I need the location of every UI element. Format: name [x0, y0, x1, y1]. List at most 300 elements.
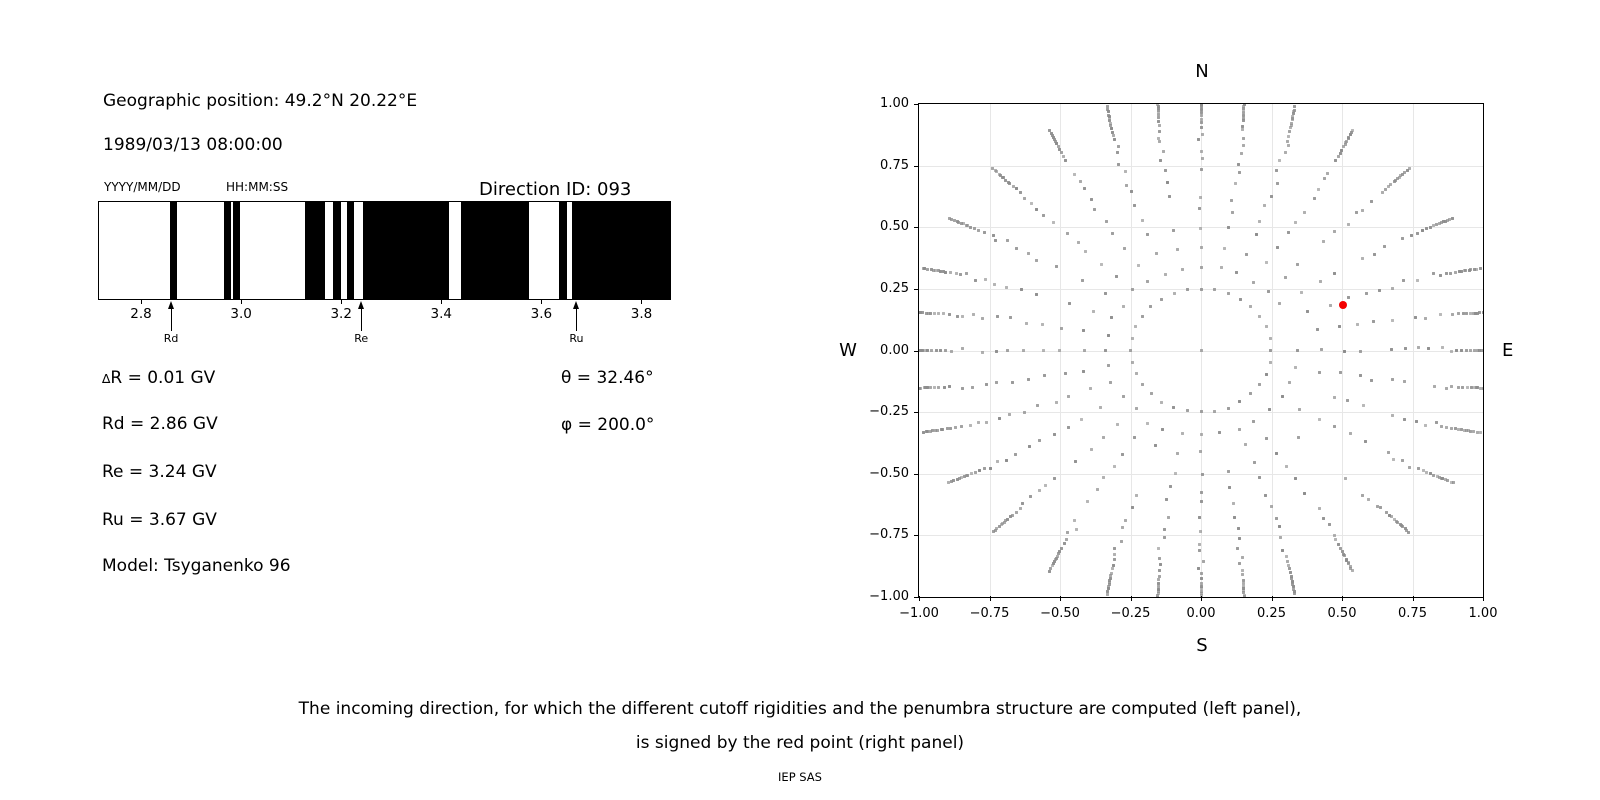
direction-grid-dot — [1141, 383, 1144, 386]
direction-grid-dot — [1106, 105, 1109, 108]
direction-grid-dot — [1333, 396, 1336, 399]
direction-grid-dot — [1035, 259, 1038, 262]
direction-grid-dot — [1236, 547, 1239, 550]
direction-grid-dot — [1007, 181, 1010, 184]
direction-grid-dot — [1199, 196, 1202, 199]
direction-grid-dot — [1432, 272, 1435, 275]
direction-grid-dot — [1159, 159, 1162, 162]
direction-grid-dot — [1278, 525, 1281, 528]
direction-grid-dot — [1241, 573, 1244, 576]
direction-grid-dot — [1015, 187, 1018, 190]
direction-grid-dot — [1006, 239, 1009, 242]
direction-grid-dot — [1416, 279, 1419, 282]
direction-grid-dot — [1270, 195, 1273, 198]
direction-grid-dot — [1083, 349, 1086, 352]
direction-grid-dot — [1073, 173, 1076, 176]
direction-grid-dot — [1345, 140, 1348, 143]
direction-grid-dot — [1424, 317, 1427, 320]
y-axis-tick — [914, 227, 919, 228]
direction-grid-dot — [1440, 425, 1443, 428]
direction-grid-dot — [1402, 279, 1405, 282]
direction-grid-dot — [1478, 311, 1481, 314]
delta-symbol: ∆ — [102, 371, 111, 386]
direction-grid-dot — [1060, 327, 1063, 330]
direction-grid-dot — [1275, 169, 1278, 172]
direction-grid-dot — [1351, 569, 1354, 572]
direction-grid-dot — [1133, 204, 1136, 207]
direction-grid-dot — [1057, 145, 1060, 148]
direction-grid-dot — [1472, 430, 1475, 433]
direction-grid-dot — [1313, 197, 1316, 200]
direction-grid-dot — [1347, 136, 1350, 139]
direction-grid-dot — [1172, 406, 1175, 409]
penumbra-forbidden-band — [347, 202, 354, 299]
direction-grid-dot — [1200, 266, 1203, 269]
direction-grid-dot — [1201, 133, 1204, 136]
direction-grid-dot — [1333, 534, 1336, 537]
direction-grid-dot — [926, 268, 929, 271]
direction-grid-dot — [1067, 395, 1070, 398]
direction-grid-dot — [1339, 152, 1342, 155]
caption-line-2: is signed by the red point (right panel) — [635, 733, 965, 753]
direction-grid-dot — [1285, 465, 1288, 468]
axis-tick — [341, 300, 342, 304]
direction-grid-dot — [1383, 245, 1386, 248]
direction-grid-dot — [1445, 387, 1448, 390]
direction-grid-dot — [998, 525, 1001, 528]
direction-grid-dot — [1113, 558, 1116, 561]
direction-grid-dot — [1361, 209, 1364, 212]
y-axis-tick-label: 0.50 — [880, 219, 909, 235]
direction-grid-dot — [1117, 163, 1120, 166]
direction-grid-dot — [1157, 113, 1160, 116]
direction-grid-dot — [1157, 578, 1160, 581]
direction-grid-dot — [1289, 571, 1292, 574]
direction-grid-dot — [974, 471, 977, 474]
direction-grid-dot — [1063, 542, 1066, 545]
direction-grid-dot — [1200, 118, 1203, 121]
direction-grid-dot — [1200, 349, 1203, 352]
direction-grid-dot — [1157, 120, 1160, 123]
direction-grid-dot — [1081, 279, 1084, 282]
direction-grid-dot — [1294, 221, 1297, 224]
direction-grid-dot — [1021, 502, 1024, 505]
direction-grid-dot — [1120, 540, 1123, 543]
direction-grid-dot — [1249, 305, 1252, 308]
direction-grid-dot — [1281, 395, 1284, 398]
axis-tick-label: 3.2 — [330, 306, 352, 322]
direction-grid-dot — [1135, 372, 1138, 375]
direction-grid-dot — [924, 349, 927, 352]
direction-grid-dot — [971, 386, 974, 389]
direction-grid-dot — [1258, 383, 1261, 386]
direction-grid-dot — [1242, 144, 1245, 147]
direction-grid-dot — [1439, 313, 1442, 316]
direction-grid-dot — [1296, 263, 1299, 266]
x-axis-tick — [1272, 596, 1273, 601]
compass-west-label: W — [839, 340, 857, 361]
direction-grid-dot — [1235, 271, 1238, 274]
direction-grid-dot — [1284, 151, 1287, 154]
direction-grid-dot — [1035, 293, 1038, 296]
direction-grid-dot — [1322, 517, 1325, 520]
y-axis-tick — [914, 166, 919, 167]
direction-grid-dot — [934, 429, 937, 432]
direction-grid-dot — [1160, 298, 1163, 301]
direction-grid-dot — [1131, 288, 1134, 291]
direction-grid-dot — [933, 312, 936, 315]
direction-grid-dot — [942, 312, 945, 315]
penumbra-forbidden-band — [559, 202, 567, 299]
direction-grid-dot — [1359, 374, 1362, 377]
direction-grid-dot — [1451, 313, 1454, 316]
direction-grid-dot — [1227, 470, 1230, 473]
direction-grid-dot — [1006, 349, 1009, 352]
direction-grid-dot — [1269, 337, 1272, 340]
direction-grid-dot — [1113, 138, 1116, 141]
direction-grid-dot — [995, 350, 998, 353]
direction-grid-dot — [1243, 595, 1246, 597]
direction-id-label: Direction ID: 093 — [479, 179, 632, 200]
direction-grid-dot — [1414, 316, 1417, 319]
direction-grid-dot — [1320, 348, 1323, 351]
x-axis-tick-label: −1.00 — [899, 606, 939, 621]
direction-grid-dot — [1389, 183, 1392, 186]
direction-grid-dot — [1158, 124, 1161, 127]
direction-grid-dot — [994, 169, 997, 172]
direction-grid-dot — [929, 386, 932, 389]
direction-grid-dot — [1228, 486, 1231, 489]
direction-grid-dot — [1079, 180, 1082, 183]
direction-grid-dot — [948, 313, 951, 316]
direction-grid-dot — [1200, 111, 1203, 114]
direction-grid-dot — [1053, 433, 1056, 436]
direction-grid-dot — [1121, 526, 1124, 529]
direction-grid-dot — [1092, 310, 1095, 313]
direction-grid-dot — [1055, 401, 1058, 404]
direction-grid-dot — [1028, 445, 1031, 448]
direction-grid-dot — [1265, 373, 1268, 376]
direction-grid-dot — [1391, 378, 1394, 381]
direction-grid-dot — [1249, 392, 1252, 395]
direction-grid-dot — [1285, 555, 1288, 558]
direction-grid-dot — [989, 467, 992, 470]
direction-grid-dot — [1452, 481, 1455, 484]
direction-grid-dot — [969, 226, 972, 229]
y-axis-tick-label: −0.75 — [869, 527, 909, 543]
direction-grid-dot — [1361, 494, 1364, 497]
direction-grid-dot — [1116, 151, 1119, 154]
direction-grid-dot — [1482, 387, 1483, 390]
penumbra-forbidden-band — [233, 202, 240, 299]
direction-grid-dot — [1252, 281, 1255, 284]
direction-grid-dot — [1290, 122, 1293, 125]
direction-grid-dot — [933, 386, 936, 389]
x-axis-tick — [1342, 596, 1343, 601]
direction-grid-dot — [1347, 296, 1350, 299]
direction-grid-dot — [1278, 159, 1281, 162]
direction-grid-dot — [1202, 560, 1205, 563]
direction-grid-dot — [950, 480, 953, 483]
direction-grid-dot — [929, 430, 932, 433]
direction-grid-dot — [974, 279, 977, 282]
direction-grid-dot — [1227, 226, 1230, 229]
direction-grid-dot — [1466, 386, 1469, 389]
direction-grid-dot — [1043, 374, 1046, 377]
direction-grid-dot — [1155, 252, 1158, 255]
direction-grid-dot — [1005, 459, 1008, 462]
direction-grid-dot — [1200, 168, 1203, 171]
direction-grid-dot — [1288, 381, 1291, 384]
direction-grid-dot — [919, 349, 922, 352]
direction-grid-dot — [1372, 320, 1375, 323]
direction-grid-dot — [1461, 386, 1464, 389]
direction-grid-dot — [1232, 502, 1235, 505]
direction-grid-dot — [1167, 516, 1170, 519]
direction-grid-dot — [1349, 432, 1352, 435]
axis-tick — [241, 300, 242, 304]
direction-grid-dot — [1158, 557, 1161, 560]
direction-grid-dot — [948, 385, 951, 388]
direction-grid-dot — [983, 467, 986, 470]
direction-grid-dot — [1234, 182, 1237, 185]
re-arrow-stem — [361, 307, 362, 331]
direction-grid-dot — [1433, 385, 1436, 388]
direction-grid-dot — [1359, 350, 1362, 353]
x-axis-tick-label: 0.50 — [1327, 606, 1357, 621]
direction-grid-dot — [1052, 221, 1055, 224]
direction-grid-dot — [1258, 476, 1261, 479]
direction-grid-dot — [1364, 440, 1367, 443]
direction-grid-dot — [1201, 157, 1204, 160]
direction-grid-dot — [1346, 399, 1349, 402]
direction-grid-dot — [1158, 130, 1161, 133]
direction-grid-dot — [1200, 121, 1203, 124]
direction-grid-dot — [1294, 477, 1297, 480]
direction-grid-dot — [1080, 418, 1083, 421]
y-axis-tick-label: −0.50 — [869, 465, 909, 481]
direction-grid-dot — [1253, 461, 1256, 464]
direction-grid-dot — [1035, 208, 1038, 211]
date-format-label: YYYY/MM/DD — [104, 180, 181, 194]
direction-grid-dot — [1123, 247, 1126, 250]
direction-grid-dot — [1044, 484, 1047, 487]
penumbra-forbidden-band — [333, 202, 341, 299]
direction-grid-dot — [1073, 519, 1076, 522]
direction-grid-dot — [1042, 214, 1045, 217]
direction-grid-dot — [1446, 479, 1449, 482]
direction-grid-dot — [1469, 349, 1472, 352]
direction-grid-dot — [1131, 337, 1134, 340]
direction-grid-dot — [985, 383, 988, 386]
direction-grid-dot — [1258, 220, 1261, 223]
ru-arrow-stem — [576, 307, 577, 331]
direction-grid-dot — [1141, 315, 1144, 318]
direction-grid-dot — [1084, 250, 1087, 253]
rd-arrow-label: Rd — [163, 332, 179, 345]
direction-grid-dot — [1370, 200, 1373, 203]
direction-grid-dot — [981, 317, 984, 320]
direction-grid-dot — [1161, 428, 1164, 431]
direction-grid-dot — [1181, 432, 1184, 435]
direction-grid-dot — [1482, 311, 1483, 314]
direction-grid-dot — [922, 431, 925, 434]
compass-east-label: E — [1502, 340, 1514, 361]
direction-grid-dot — [1020, 288, 1023, 291]
direction-grid-dot — [1149, 305, 1152, 308]
x-axis-tick-label: −0.25 — [1110, 606, 1151, 621]
direction-grid-dot — [1038, 489, 1041, 492]
direction-grid-dot — [1323, 177, 1326, 180]
direction-grid-dot — [1291, 115, 1294, 118]
direction-grid-dot — [1199, 227, 1202, 230]
direction-grid-dot — [1265, 261, 1268, 264]
direction-grid-dot — [1445, 426, 1448, 429]
direction-grid-dot — [1157, 116, 1160, 119]
direction-plot-area — [919, 104, 1483, 597]
direction-grid-dot — [1465, 349, 1468, 352]
direction-grid-dot — [1362, 404, 1365, 407]
direction-grid-dot — [1230, 199, 1233, 202]
direction-grid-dot — [977, 421, 980, 424]
direction-grid-dot — [1391, 414, 1394, 417]
direction-grid-dot — [1435, 421, 1438, 424]
direction-grid-dot — [1213, 288, 1216, 291]
direction-grid-dot — [1015, 247, 1018, 250]
penumbra-forbidden-band — [461, 202, 529, 299]
direction-grid-dot — [1457, 386, 1460, 389]
direction-grid-dot — [1200, 246, 1203, 249]
direction-plot — [869, 96, 1498, 621]
direction-grid-dot — [1258, 315, 1261, 318]
x-axis-tick — [1483, 596, 1484, 601]
re-value: Re = 3.24 GV — [102, 462, 217, 482]
compass-south-label: S — [1196, 635, 1208, 656]
direction-grid-dot — [1050, 132, 1053, 135]
direction-grid-dot — [1403, 418, 1406, 421]
axis-tick — [641, 300, 642, 304]
direction-grid-dot — [1284, 276, 1287, 279]
axis-tick — [141, 300, 142, 304]
gridline-horizontal — [919, 166, 1483, 167]
direction-grid-dot — [1104, 292, 1107, 295]
direction-grid-dot — [965, 272, 968, 275]
direction-grid-dot — [1264, 494, 1267, 497]
direction-grid-dot — [939, 349, 942, 352]
direction-grid-dot — [1141, 219, 1144, 222]
direction-grid-dot — [1062, 155, 1065, 158]
direction-grid-dot — [1337, 543, 1340, 546]
direction-grid-dot — [1108, 119, 1111, 122]
direction-grid-dot — [1343, 350, 1346, 353]
direction-grid-dot — [1464, 269, 1467, 272]
direction-grid-dot — [1288, 567, 1291, 570]
direction-grid-dot — [1158, 140, 1161, 143]
direction-grid-dot — [1137, 264, 1140, 267]
direction-grid-dot — [1408, 167, 1411, 170]
direction-grid-dot — [1106, 593, 1109, 596]
direction-grid-dot — [955, 272, 958, 275]
direction-grid-dot — [1242, 117, 1245, 120]
direction-grid-dot — [940, 428, 943, 431]
direction-grid-dot — [1064, 159, 1067, 162]
direction-grid-dot — [1298, 408, 1301, 411]
penumbra-axis — [98, 300, 671, 362]
direction-grid-dot — [1150, 392, 1153, 395]
direction-grid-dot — [1455, 349, 1458, 352]
direction-grid-dot — [1023, 197, 1026, 200]
direction-grid-dot — [960, 425, 963, 428]
direction-grid-dot — [973, 227, 976, 230]
direction-grid-dot — [1082, 329, 1085, 332]
direction-grid-dot — [1370, 379, 1373, 382]
direction-grid-dot — [969, 424, 972, 427]
direction-grid-dot — [1238, 562, 1241, 565]
direction-grid-dot — [1451, 217, 1454, 220]
direction-grid-dot — [1227, 292, 1230, 295]
direction-grid-dot — [1316, 328, 1319, 331]
direction-grid-dot — [1117, 145, 1120, 148]
compass-north-label: N — [1195, 61, 1209, 82]
direction-grid-dot — [1168, 195, 1171, 198]
direction-grid-dot — [993, 283, 996, 286]
direction-grid-dot — [1058, 148, 1061, 151]
direction-grid-dot — [1252, 420, 1255, 423]
direction-grid-dot — [956, 478, 959, 481]
direction-grid-dot — [1303, 211, 1306, 214]
direction-grid-dot — [1012, 185, 1015, 188]
gridline-horizontal — [919, 535, 1483, 536]
direction-grid-dot — [1096, 488, 1099, 491]
direction-grid-dot — [1381, 191, 1384, 194]
direction-grid-dot — [1267, 290, 1270, 293]
direction-grid-dot — [944, 349, 947, 352]
direction-grid-dot — [1300, 291, 1303, 294]
direction-grid-dot — [949, 271, 952, 274]
direction-grid-dot — [1105, 220, 1108, 223]
direction-grid-dot — [1391, 319, 1394, 322]
direction-grid-dot — [1432, 474, 1435, 477]
direction-grid-dot — [1201, 473, 1204, 476]
direction-grid-dot — [1163, 528, 1166, 531]
direction-grid-dot — [1303, 492, 1306, 495]
direction-grid-dot — [1200, 500, 1203, 503]
direction-grid-dot — [1109, 122, 1112, 125]
direction-grid-dot — [949, 427, 952, 430]
ru-arrow-label: Ru — [569, 332, 584, 345]
y-axis-tick-label: 1.00 — [880, 96, 909, 111]
direction-grid-dot — [1146, 280, 1149, 283]
direction-grid-dot — [1086, 500, 1089, 503]
geographic-position-label: Geographic position: 49.2°N 20.22°E — [103, 91, 418, 111]
direction-grid-dot — [946, 427, 949, 430]
penumbra-forbidden-band — [170, 202, 177, 299]
direction-grid-dot — [1296, 349, 1299, 352]
direction-grid-dot — [1454, 271, 1457, 274]
theta-value: θ = 32.46° — [561, 368, 654, 388]
direction-grid-dot — [1164, 273, 1167, 276]
direction-grid-dot — [956, 315, 959, 318]
direction-grid-dot — [1019, 191, 1022, 194]
direction-grid-dot — [959, 273, 962, 276]
direction-grid-dot — [994, 239, 997, 242]
direction-grid-dot — [1240, 152, 1243, 155]
direction-grid-dot — [1293, 105, 1296, 108]
direction-grid-dot — [1275, 452, 1278, 455]
ru-value: Ru = 3.67 GV — [102, 510, 217, 530]
direction-grid-dot — [1133, 436, 1136, 439]
direction-grid-dot — [1146, 422, 1149, 425]
